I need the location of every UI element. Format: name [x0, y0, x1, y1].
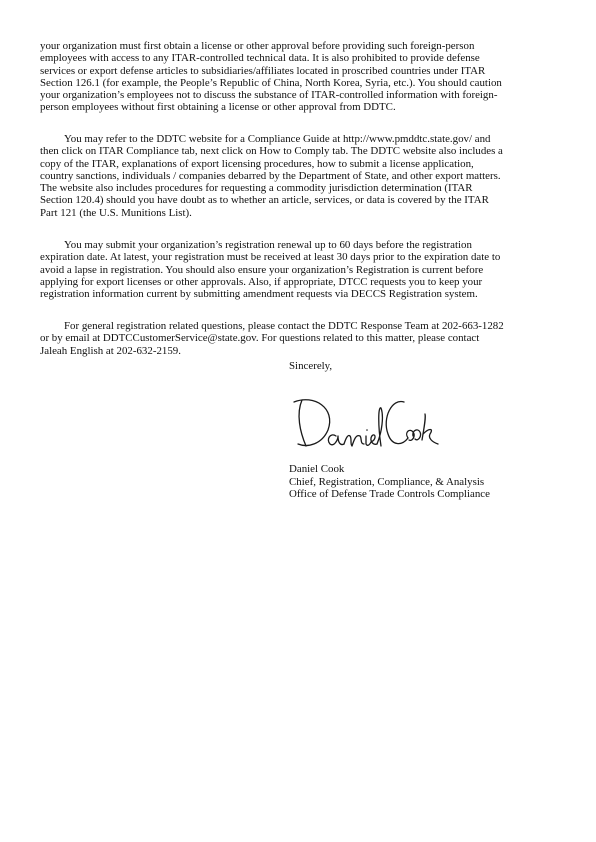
- paragraph-line: country sanctions, individuals / companies debarred by the Department of State, and other export matters.: [40, 169, 501, 182]
- paragraph-line: You may refer to the DDTC website for a Compliance Guide at http://www.pmddtc.state.gov/ and: [64, 133, 491, 145]
- paragraph-line: Section 126.1 (for example, the People’s Republic of China, North Korea, Syria, etc.). You should caution: [40, 76, 502, 89]
- paragraph-line: employees with access to any ITAR-controlled technical data. It is also prohibited to provide defense: [40, 52, 480, 65]
- paragraph-line: For general registration related questions, please contact the DDTC Response Team at 202-663-1282: [64, 320, 504, 332]
- paragraph-registration-renewal: [40, 239, 556, 300]
- signer-office: Office of Defense Trade Controls Compliance: [289, 488, 490, 500]
- paragraph-line: The website also includes procedures for requesting a commodity jurisdiction determination (ITAR: [40, 182, 473, 195]
- signer-name: Daniel Cook: [289, 463, 345, 475]
- paragraph-line: Part 121 (the U.S. Munitions List).: [40, 206, 192, 219]
- paragraph-line: Section 120.4) should you have doubt as to whether an article, services, or data is covered by the ITAR: [40, 194, 489, 207]
- paragraph-line: your organization’s employees not to discuss the substance of ITAR-controlled information with foreign-: [40, 89, 498, 102]
- paragraph-line: or by email at DDTCCustomerService@state.gov. For questions related to this matter, please contact: [40, 332, 480, 345]
- paragraph-line: services or export defense articles to subsidiaries/affiliates located in proscribed countries under ITAR: [40, 64, 486, 77]
- paragraph-line: expiration date. At latest, your registration must be received at least 30 days prior to the expiration date to: [40, 251, 501, 264]
- closing-salutation: Sincerely,: [289, 360, 333, 372]
- paragraph-contact-info: [40, 320, 556, 357]
- paragraph-line: your organization must first obtain a license or other approval before providing such foreign-person: [40, 40, 475, 52]
- paragraph-line: avoid a lapse in registration. You should also ensure your organization’s Registration is current before: [40, 263, 484, 276]
- paragraph-line: Jaleah English at 202-632-2159.: [40, 344, 181, 357]
- paragraph-compliance-guide: [40, 133, 556, 219]
- handwritten-signature: [284, 392, 440, 456]
- paragraph-line: applying for export licenses or other approvals. Also, if appropriate, DTCC requests you to keep your: [40, 275, 483, 288]
- paragraph-line: registration information current by submitting amendment requests via DECCS Registration system.: [40, 288, 478, 301]
- paragraph-line: person employees without first obtaining a license or other approval from DDTC.: [40, 101, 396, 114]
- signature-block: [289, 463, 490, 501]
- signer-title: Chief, Registration, Compliance, & Analysis: [289, 475, 485, 488]
- paragraph-line: copy of the ITAR, explanations of export licensing procedures, how to submit a license application,: [40, 157, 474, 170]
- paragraph-line: then click on ITAR Compliance tab, next click on How to Comply tab. The DDTC website also includes a: [40, 145, 503, 158]
- paragraph-itar-foreign-persons: [40, 40, 556, 114]
- paragraph-line: You may submit your organization’s registration renewal up to 60 days before the registration: [64, 239, 472, 251]
